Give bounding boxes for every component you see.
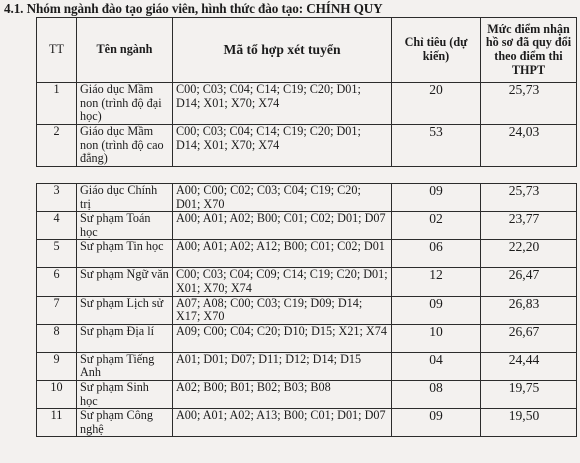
table-header-row — [37, 18, 577, 83]
row-score: 24,03 — [481, 125, 577, 167]
row-tt: 10 — [37, 380, 77, 408]
row-major-name: Giáo dục Mầm non (trình độ đại học) — [77, 83, 173, 125]
table-row — [37, 380, 577, 408]
row-tt: 4 — [37, 212, 77, 240]
header-tt: TT — [37, 18, 77, 83]
row-combination-codes: A00; A01; A02; A13; B00; C01; D01; D07 — [173, 409, 392, 437]
row-major-name: Sư phạm Tin học — [77, 240, 173, 268]
row-combination-codes: A07; A08; C00; C03; C19; D09; D14; X17; X70 — [173, 296, 392, 324]
row-combination-codes: A00; C00; C02; C03; C04; C19; C20; D01; X70 — [173, 184, 392, 212]
table-row — [37, 268, 577, 296]
row-tt: 6 — [37, 268, 77, 296]
table-row — [37, 83, 577, 125]
row-major-name: Sư phạm Lịch sử — [77, 296, 173, 324]
row-tt: 7 — [37, 296, 77, 324]
row-major-name: Sư phạm Sinh học — [77, 380, 173, 408]
row-score: 22,20 — [481, 240, 577, 268]
row-quota: 12 — [392, 268, 481, 296]
row-quota: 53 — [392, 125, 481, 167]
row-quota: 08 — [392, 380, 481, 408]
row-tt: 8 — [37, 324, 77, 352]
table-row — [37, 240, 577, 268]
row-tt: 5 — [37, 240, 77, 268]
row-quota: 02 — [392, 212, 481, 240]
row-combination-codes: A02; B00; B01; B02; B03; B08 — [173, 380, 392, 408]
row-quota: 09 — [392, 296, 481, 324]
header-score: Mức điểm nhận hồ sơ đã quy đổi theo điểm thi THPT — [481, 18, 577, 83]
row-quota: 10 — [392, 324, 481, 352]
row-combination-codes: C00; C03; C04; C14; C19; C20; D01; D14; X01; X70; X74 — [173, 125, 392, 167]
table-row — [37, 125, 577, 167]
row-score: 24,44 — [481, 352, 577, 380]
row-major-name: Sư phạm Tiếng Anh — [77, 352, 173, 380]
row-major-name: Sư phạm Công nghệ — [77, 409, 173, 437]
row-tt: 11 — [37, 409, 77, 437]
row-score: 25,73 — [481, 184, 577, 212]
row-combination-codes: A00; A01; A02; A12; B00; C01; C02; D01 — [173, 240, 392, 268]
header-name: Tên ngành — [77, 18, 173, 83]
row-combination-codes: A01; D01; D07; D11; D12; D14; D15 — [173, 352, 392, 380]
table-row — [37, 212, 577, 240]
row-major-name: Sư phạm Ngữ văn — [77, 268, 173, 296]
row-combination-codes: A09; C00; C04; C20; D10; D15; X21; X74 — [173, 324, 392, 352]
header-quota: Chỉ tiêu (dự kiến) — [392, 18, 481, 83]
row-quota: 20 — [392, 83, 481, 125]
row-tt: 1 — [37, 83, 77, 125]
row-score: 25,73 — [481, 83, 577, 125]
row-major-name: Giáo dục Mầm non (trình độ cao đẳng) — [77, 125, 173, 167]
row-major-name: Sư phạm Địa lí — [77, 324, 173, 352]
row-score: 19,50 — [481, 409, 577, 437]
row-quota: 06 — [392, 240, 481, 268]
row-combination-codes: A00; A01; A02; B00; C01; C02; D01; D07 — [173, 212, 392, 240]
table-row — [37, 324, 577, 352]
table-row — [37, 184, 577, 212]
row-major-name: Giáo dục Chính trị — [77, 184, 173, 212]
row-tt: 2 — [37, 125, 77, 167]
row-score: 19,75 — [481, 380, 577, 408]
row-score: 26,67 — [481, 324, 577, 352]
admission-table-bottom — [36, 183, 577, 437]
row-quota: 09 — [392, 409, 481, 437]
row-major-name: Sư phạm Toán học — [77, 212, 173, 240]
table-row — [37, 352, 577, 380]
admission-table-top — [36, 17, 577, 167]
row-quota: 09 — [392, 184, 481, 212]
row-score: 26,83 — [481, 296, 577, 324]
row-score: 26,47 — [481, 268, 577, 296]
section-heading: 4.1. Nhóm ngành đào tạo giáo viên, hình thức đào tạo: CHÍNH QUY — [4, 1, 383, 16]
row-combination-codes: C00; C03; C04; C14; C19; C20; D01; D14; X01; X70; X74 — [173, 83, 392, 125]
row-tt: 9 — [37, 352, 77, 380]
header-codes: Mã tổ hợp xét tuyển — [173, 18, 392, 83]
table-row — [37, 296, 577, 324]
row-score: 23,77 — [481, 212, 577, 240]
row-tt: 3 — [37, 184, 77, 212]
row-quota: 04 — [392, 352, 481, 380]
row-combination-codes: C00; C03; C04; C09; C14; C19; C20; D01; X01; X70; X74 — [173, 268, 392, 296]
table-row — [37, 409, 577, 437]
